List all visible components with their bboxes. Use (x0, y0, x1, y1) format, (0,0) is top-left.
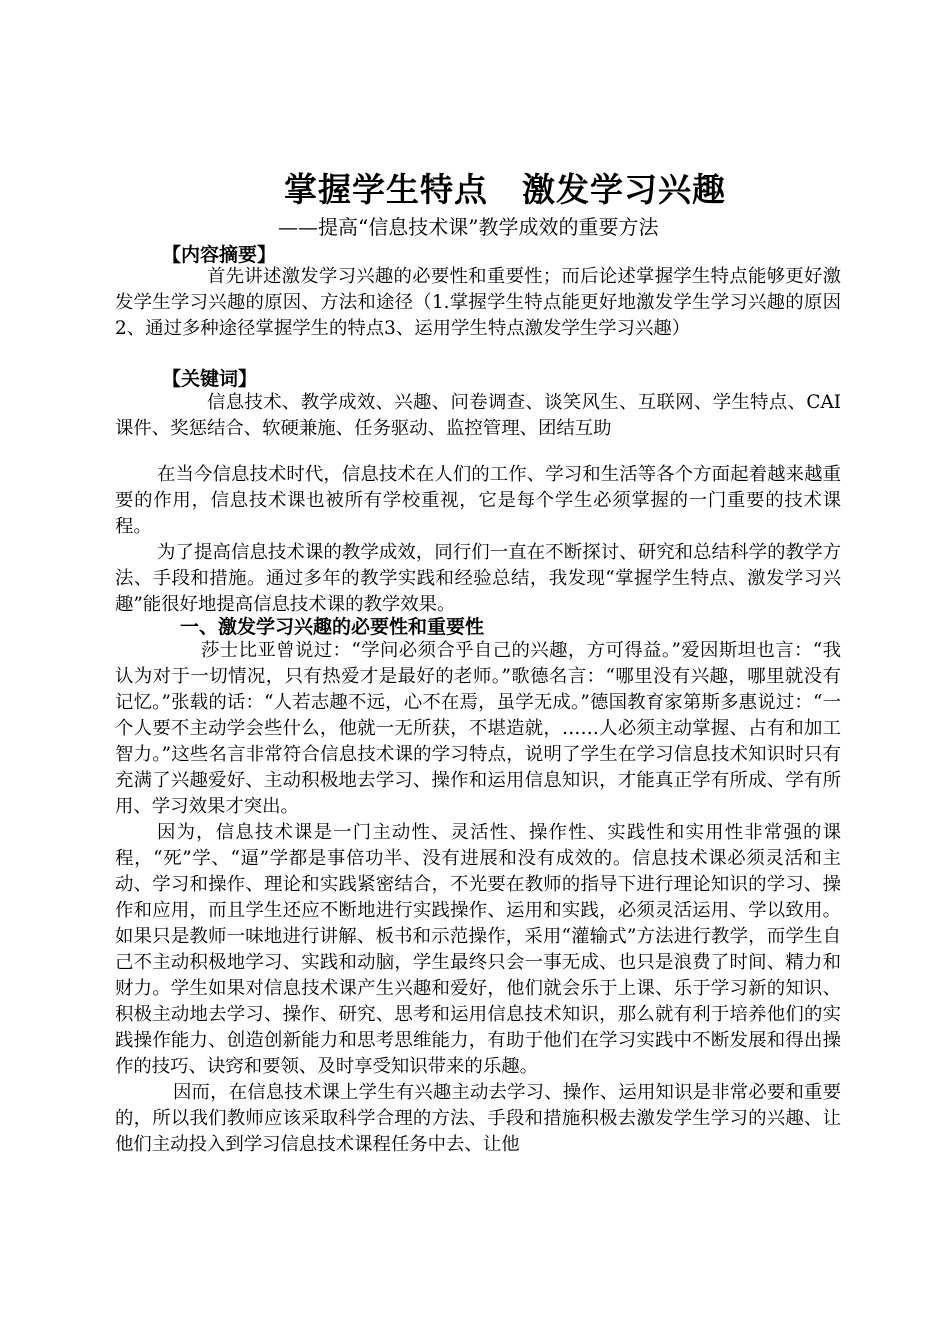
intro-section (115, 462, 841, 618)
intro-paragraph-1: 在当今信息技术时代，信息技术在人们的工作、学习和生活等各个方面起着越来越重要的作用，信息技术课也被所有学校重视，它是每个学生必须掌握的一门重要的技术课程。 (115, 464, 841, 537)
abstract-heading: 【内容摘要】 (162, 244, 277, 266)
abstract-body (115, 264, 841, 342)
document-subtitle: ——提高“信息技术课”教学成效的重要方法 (278, 215, 659, 239)
section-1-heading: 一、激发学习兴趣的必要性和重要性 (180, 616, 485, 638)
section-1-body (115, 638, 841, 1158)
keywords-body (115, 390, 841, 442)
intro-paragraph-2: 为了提高信息技术课的教学成效，同行们一直在不断探讨、研究和总结科学的教学方法、手段和措施。通过多年的教学实践和经验总结，我发现“掌握学生特点、激发学习兴趣”能很好地提高信息技术课的教学效果。 (115, 542, 841, 615)
section-1-paragraph-2: 因为，信息技术课是一门主动性、灵活性、操作性、实践性和实用性非常强的课程，“死”学、“逼”学都是事倍功半、没有进展和没有成效的。信息技术课必须灵活和主动、学习和操作、理论和实践紧密结合，不光要在教师的指导下进行理论知识的学习、操作和应用，而且学生还应不断地进行实践操作、运用和实践，必须灵活运用、学以致用。如果只是教师一味地进行讲解、板书和示范操作，采用“灌输式”方法进行教学，而学生自己不主动积极地学习、实践和动脑，学生最终只会一事无成、也只是浪费了时间、精力和财力。学生如果对信息技术课产生兴趣和爱好，他们就会乐于上课、乐于学习新的知识、积极主动地去学习、操作、研究、思考和运用信息技术知识，那么就有利于培养他们的实践操作能力、创造创新能力和思考思维能力，有助于他们在学习实践中不断发展和得出操作的技巧、诀窍和要领、及时享受知识带来的乐趣。 (115, 822, 841, 1077)
section-1-paragraph-1: 莎士比亚曾说过：“学问必须合乎自己的兴趣，方可得益。”爱因斯坦也言：“我认为对于一切情况，只有热爱才是最好的老师。”歌德名言：“哪里没有兴趣，哪里就没有记忆。”张载的话：“人若志趣不远，心不在焉，虽学无成。”德国教育家第斯多惠说过：“一个人要不主动学会些什么，他就一无所获，不堪造就，……人必须主动掌握、占有和加工智力。”这些名言非常符合信息技术课的学习特点，说明了学生在学习信息技术知识时只有充满了兴趣爱好、主动积极地去学习、操作和运用信息知识，才能真正学有所成、学有所用、学习效果才突出。 (115, 640, 841, 817)
keywords-heading: 【关键词】 (162, 368, 258, 390)
abstract-text: 首先讲述激发学习兴趣的必要性和重要性；而后论述掌握学生特点能够更好激发学生学习兴趣的原因、方法和途径（1.掌握学生特点能更好地激发学生学习兴趣的原因2、通过多种途径掌握学生的特点3、运用学生特点激发学生学习兴趣） (115, 266, 841, 339)
document-title: 掌握学生特点 激发学习兴趣 (284, 170, 726, 209)
keywords-text: 信息技术、教学成效、兴趣、问卷调查、谈笑风生、互联网、学生特点、CAI课件、奖惩结合、软硬兼施、任务驱动、监控管理、团结互助 (115, 392, 841, 439)
section-1-paragraph-3: 因而，在信息技术课上学生有兴趣主动去学习、操作、运用知识是非常必要和重要的，所以我们教师应该采取科学合理的方法、手段和措施积极去激发学生学习的兴趣、让他们主动投入到学习信息技术课程任务中去、让他 (115, 1082, 841, 1155)
